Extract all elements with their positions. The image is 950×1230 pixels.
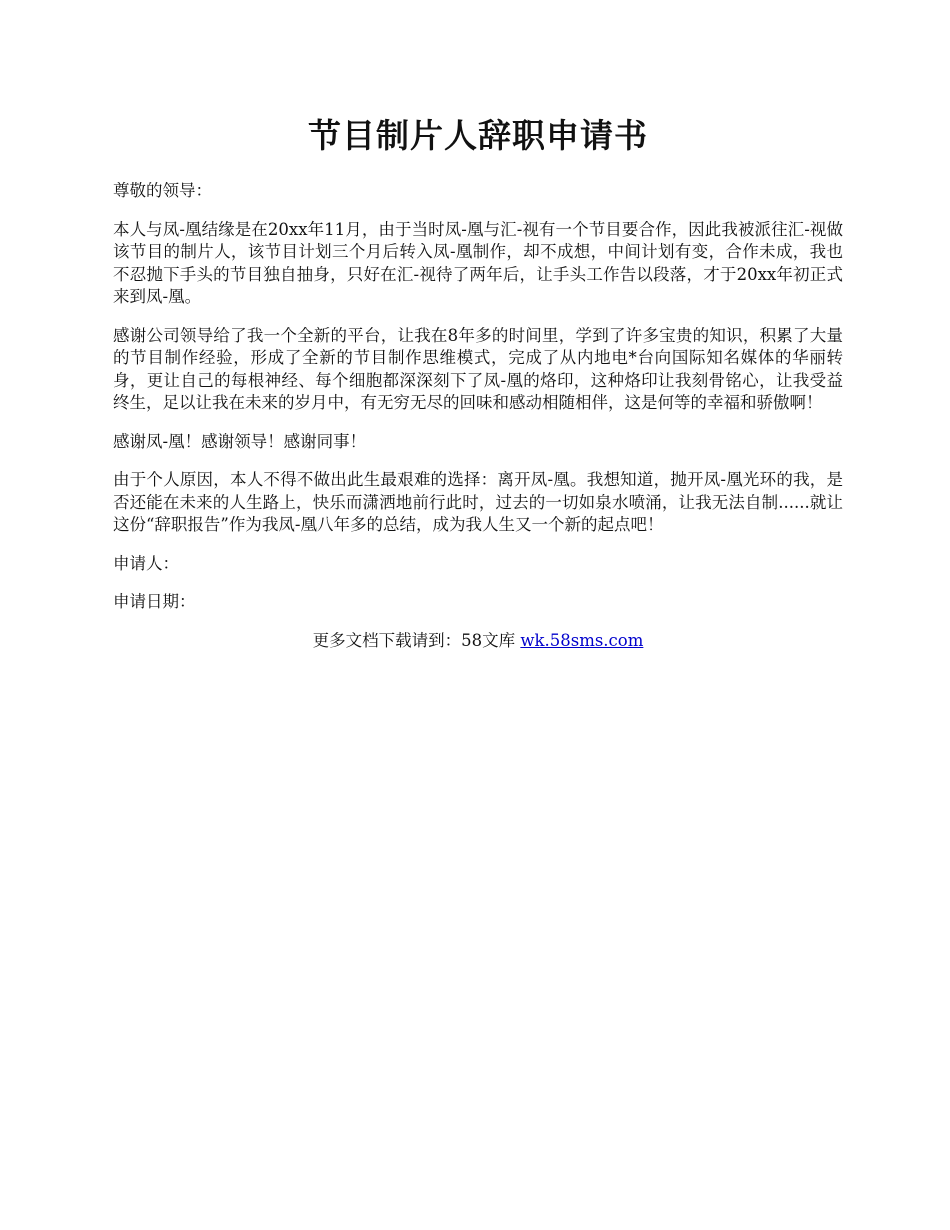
footer-link[interactable]: wk.58sms.com	[520, 630, 644, 650]
applicant-label: 申请人：	[113, 553, 179, 573]
paragraph-2: 感谢公司领导给了我一个全新的平台，让我在8年多的时间里，学到了许多宝贵的知识，积累了大量的节目制作经验，形成了全新的节目制作思维模式，完成了从内地电*台向国际知名媒体的华丽转身，更让自己的每根神经、每个细胞都深深刻下了凤-凰的烙印，这种烙印让我刻骨铭心，让我受益终生，足以让我在未来的岁月中，有无穷无尽的回味和感动相随相伴，这是何等的幸福和骄傲啊！	[113, 325, 843, 412]
paragraph-3: 感谢凤-凰！感谢领导！感谢同事！	[113, 431, 367, 451]
paragraph-4: 由于个人原因，本人不得不做出此生最艰难的选择：离开凤-凰。我想知道，抛开凤-凰光环的我，是否还能在未来的人生路上，快乐而潇洒地前行此时，过去的一切如泉水喷涌，让我无法自制......就让这份“辞职报告”作为我凤-凰八年多的总结，成为我人生又一个新的起点吧！	[113, 470, 843, 534]
paragraph-1: 本人与凤-凰结缘是在20xx年11月，由于当时凤-凰与汇-视有一个节目要合作，因此我被派往汇-视做该节目的制片人，该节目计划三个月后转入凤-凰制作，却不成想，中间计划有变，合作未成，我也不忍抛下手头的节目独自抽身，只好在汇-视待了两年后，让手头工作告以段落，才于20xx年初正式来到凤-凰。	[113, 219, 843, 306]
date-label: 申请日期：	[113, 592, 196, 611]
document-page	[113, 112, 843, 652]
footer-text: 更多文档下载请到：58文库	[312, 630, 521, 650]
footer	[113, 630, 843, 653]
document-title: 节目制片人辞职申请书	[308, 116, 648, 155]
salutation: 尊敬的领导：	[113, 181, 212, 200]
